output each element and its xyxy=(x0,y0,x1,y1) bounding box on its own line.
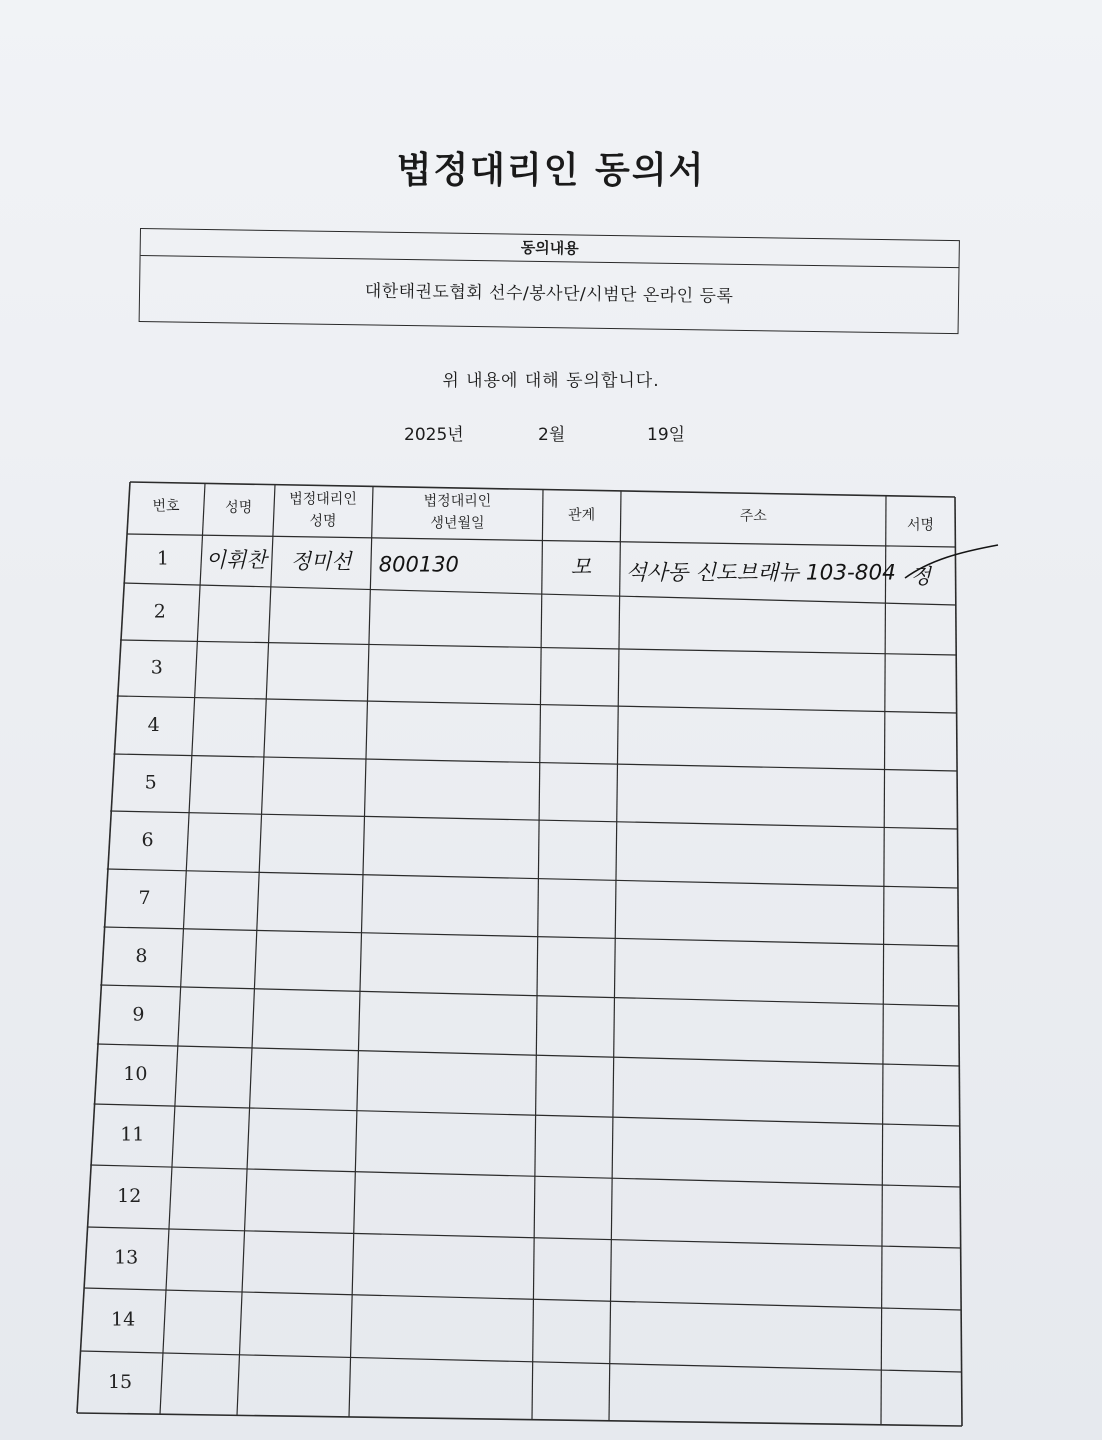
table-row-line xyxy=(87,1227,961,1248)
date-month: 2월 xyxy=(538,425,566,445)
row-number: 9 xyxy=(132,1003,145,1026)
row-number: 2 xyxy=(153,600,166,623)
header-relation: 관계 xyxy=(568,507,596,524)
handwritten-signature: 정 xyxy=(910,564,931,589)
table-row-line xyxy=(107,869,958,888)
agree-statement: 위 내용에 대해 동의합니다. xyxy=(442,371,660,391)
header-guardian-name: 법정대리인 xyxy=(289,491,357,508)
table-text xyxy=(108,490,998,1393)
row-number: 4 xyxy=(147,713,160,736)
handwritten-name: 이휘찬 xyxy=(205,547,267,572)
row-number: 8 xyxy=(135,944,148,967)
table-row-line xyxy=(100,985,959,1006)
row-number: 7 xyxy=(138,886,151,909)
date-day: 19일 xyxy=(647,425,686,445)
handwritten-guardian-birth: 800130 xyxy=(378,552,459,577)
handwritten-relation: 모 xyxy=(570,555,592,580)
header-name: 성명 xyxy=(225,499,253,516)
row-number: 6 xyxy=(141,828,154,851)
table-row-line xyxy=(94,1104,960,1126)
row-number: 12 xyxy=(117,1185,142,1208)
row-number: 1 xyxy=(156,547,169,570)
table-row-line xyxy=(120,640,956,655)
table-column-line xyxy=(532,490,543,1420)
table-row-line xyxy=(84,1288,962,1310)
table-row-line xyxy=(117,696,957,713)
table-column-line xyxy=(955,497,962,1426)
handwritten-guardian-name: 정미선 xyxy=(290,549,352,574)
table-row-line xyxy=(123,583,956,605)
table-column-line xyxy=(160,483,205,1414)
table-row-line xyxy=(104,927,959,946)
row-number: 14 xyxy=(111,1308,136,1331)
header-guardian-birth: 법정대리인 xyxy=(423,493,492,510)
table-row-line xyxy=(80,1351,961,1372)
row-number: 11 xyxy=(120,1123,145,1146)
table-column-line xyxy=(609,491,621,1421)
table-row-line xyxy=(127,534,956,547)
document-title: 법정대리인 동의서 xyxy=(396,150,706,191)
header-guardian-birth-2: 생년월일 xyxy=(430,515,485,532)
table-row-line xyxy=(77,1413,962,1426)
header-guardian-name-2: 성명 xyxy=(309,513,337,530)
table-column-line xyxy=(349,486,373,1417)
consent-body: 대한태권도협회 선수/봉사단/시범단 온라인 등록 xyxy=(364,281,734,307)
row-number: 15 xyxy=(107,1370,133,1393)
row-number: 3 xyxy=(150,656,163,679)
handwritten-address: 석사동 신도브래뉴 103-804 xyxy=(625,560,896,585)
row-number: 13 xyxy=(114,1246,139,1269)
consent-header: 동의내용 xyxy=(141,229,959,268)
row-number: 10 xyxy=(123,1063,148,1086)
table-row-line xyxy=(90,1165,960,1187)
table-column-line xyxy=(881,496,886,1425)
table-grid-lines xyxy=(77,482,962,1426)
header-no: 번호 xyxy=(152,498,180,515)
table-row-line xyxy=(97,1044,960,1066)
table-column-line xyxy=(237,485,275,1416)
row-number: 5 xyxy=(144,771,157,794)
header-address: 주소 xyxy=(739,508,767,525)
table-row-line xyxy=(110,811,958,829)
table-row-line xyxy=(113,754,957,771)
date-year: 2025년 xyxy=(404,425,464,445)
header-signature: 서명 xyxy=(907,517,935,534)
